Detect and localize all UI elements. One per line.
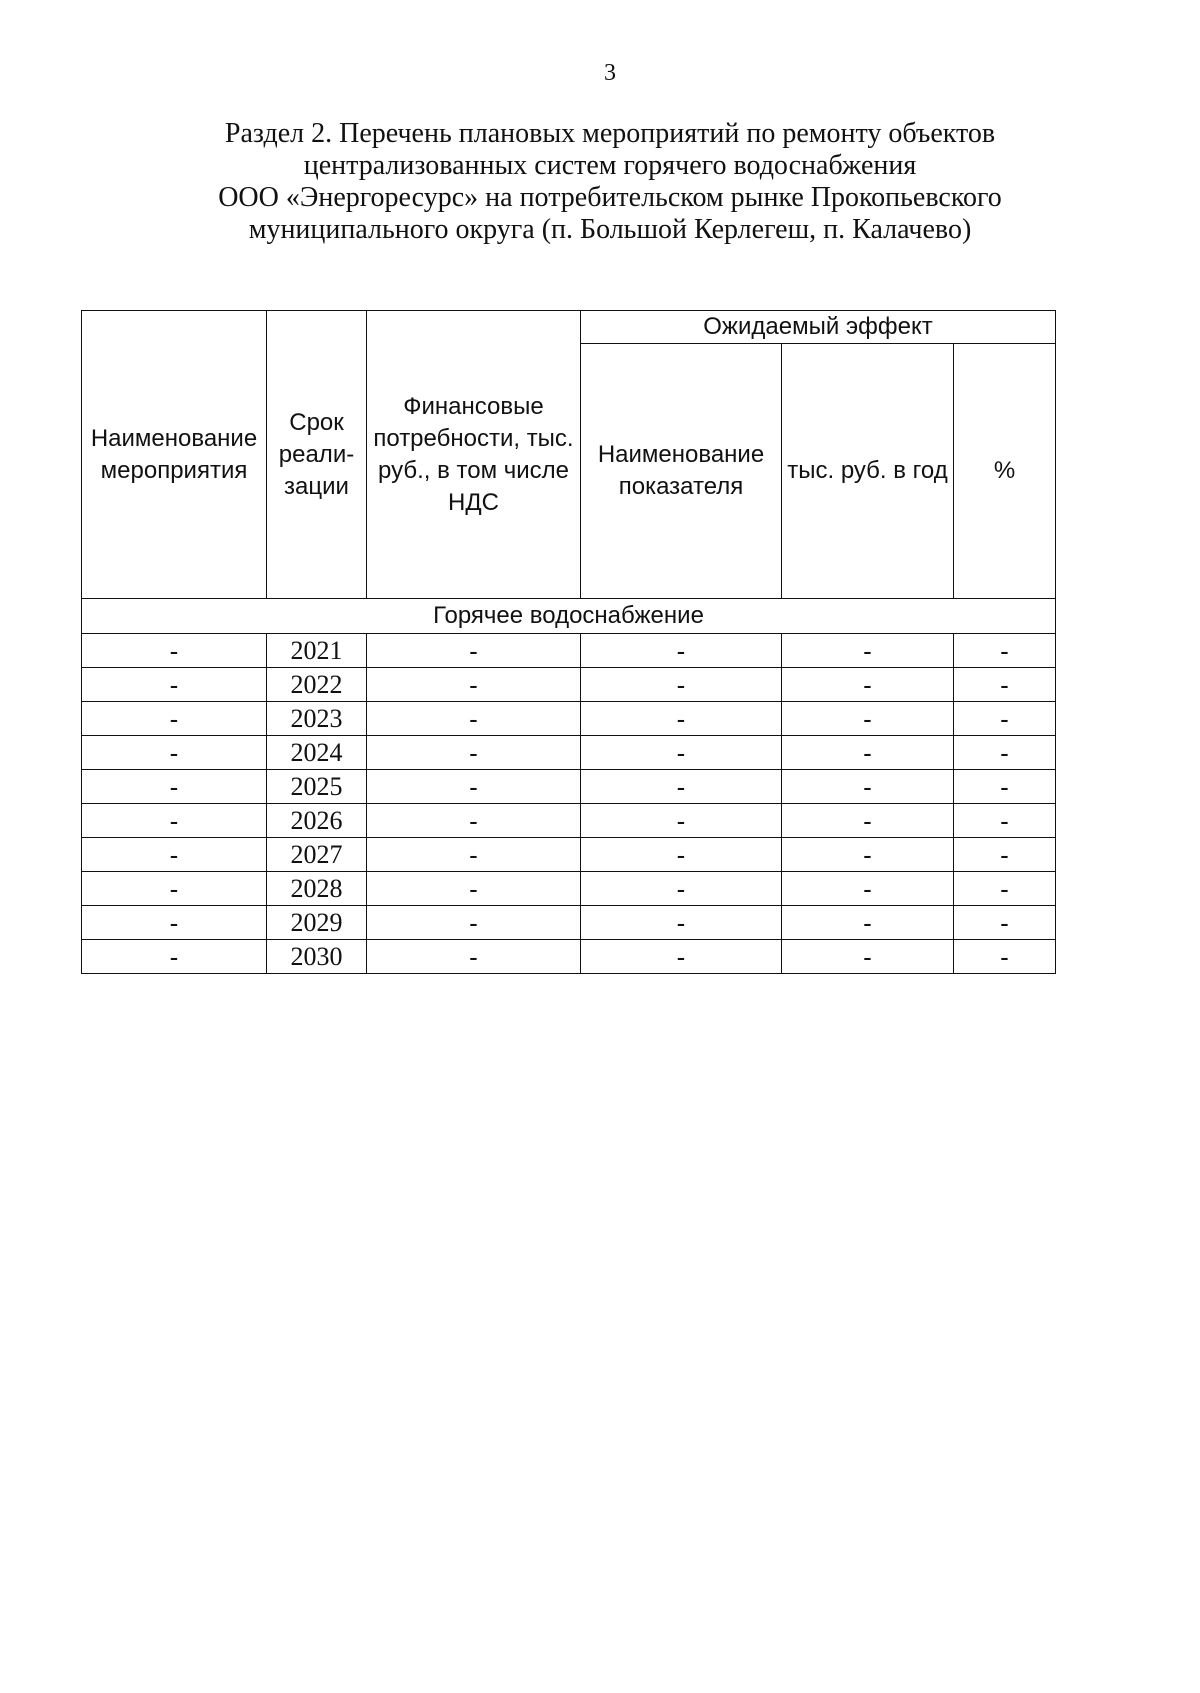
cell-financial-needs: - [367, 770, 581, 804]
cell-indicator-name: - [581, 838, 782, 872]
cell-percent: - [954, 940, 1056, 974]
cell-financial-needs: - [367, 872, 581, 906]
cell-thousand-rub-per-year: - [782, 634, 954, 668]
cell-indicator-name: - [581, 940, 782, 974]
cell-term: 2025 [267, 770, 367, 804]
cell-activity-name: - [82, 804, 267, 838]
cell-activity-name: - [82, 702, 267, 736]
table-row [82, 940, 1056, 974]
column-header-term: Срок реали- зации [267, 311, 367, 599]
cell-term: 2026 [267, 804, 367, 838]
section-row-hot-water: Горячее водоснабжение [82, 599, 1056, 634]
cell-term: 2023 [267, 702, 367, 736]
cell-activity-name: - [82, 940, 267, 974]
table-row [82, 736, 1056, 770]
table-row [82, 668, 1056, 702]
cell-percent: - [954, 736, 1056, 770]
cell-percent: - [954, 770, 1056, 804]
cell-term: 2027 [267, 838, 367, 872]
cell-financial-needs: - [367, 906, 581, 940]
table-row [82, 770, 1056, 804]
cell-activity-name: - [82, 736, 267, 770]
cell-percent: - [954, 838, 1056, 872]
page-number: 3 [604, 60, 616, 86]
cell-thousand-rub-per-year: - [782, 838, 954, 872]
table-row [82, 906, 1056, 940]
table-row [82, 838, 1056, 872]
cell-thousand-rub-per-year: - [782, 804, 954, 838]
cell-activity-name: - [82, 906, 267, 940]
cell-financial-needs: - [367, 804, 581, 838]
cell-term: 2024 [267, 736, 367, 770]
cell-indicator-name: - [581, 770, 782, 804]
table-row [82, 634, 1056, 668]
cell-financial-needs: - [367, 940, 581, 974]
title-line: ООО «Энергоресурс» на потребительском рынке Прокопьевского [218, 182, 1002, 213]
cell-term: 2021 [267, 634, 367, 668]
cell-indicator-name: - [581, 804, 782, 838]
cell-term: 2029 [267, 906, 367, 940]
cell-indicator-name: - [581, 702, 782, 736]
table-row [82, 872, 1056, 906]
cell-percent: - [954, 702, 1056, 736]
cell-term: 2030 [267, 940, 367, 974]
cell-thousand-rub-per-year: - [782, 702, 954, 736]
table-row [82, 702, 1056, 736]
title-line: Раздел 2. Перечень плановых мероприятий по ремонту объектов [224, 118, 996, 149]
cell-term: 2028 [267, 872, 367, 906]
cell-thousand-rub-per-year: - [782, 668, 954, 702]
column-group-expected-effect: Ожидаемый эффект [581, 311, 1056, 344]
cell-thousand-rub-per-year: - [782, 906, 954, 940]
cell-activity-name: - [82, 838, 267, 872]
activities-table [81, 310, 1056, 974]
cell-activity-name: - [82, 668, 267, 702]
cell-thousand-rub-per-year: - [782, 770, 954, 804]
column-header-indicator-name: Наименование показателя [581, 344, 782, 599]
table-row [82, 804, 1056, 838]
cell-indicator-name: - [581, 634, 782, 668]
cell-percent: - [954, 668, 1056, 702]
cell-thousand-rub-per-year: - [782, 940, 954, 974]
column-header-activity-name: Наименование мероприятия [82, 311, 267, 599]
cell-financial-needs: - [367, 634, 581, 668]
cell-activity-name: - [82, 872, 267, 906]
cell-thousand-rub-per-year: - [782, 872, 954, 906]
cell-percent: - [954, 804, 1056, 838]
cell-thousand-rub-per-year: - [782, 736, 954, 770]
cell-financial-needs: - [367, 736, 581, 770]
cell-activity-name: - [82, 770, 267, 804]
cell-indicator-name: - [581, 736, 782, 770]
title-line: централизованных систем горячего водоснабжения [303, 150, 917, 181]
title-line: муниципального округа (п. Большой Керлегеш, п. Калачево) [248, 214, 972, 245]
cell-financial-needs: - [367, 668, 581, 702]
cell-indicator-name: - [581, 906, 782, 940]
cell-percent: - [954, 906, 1056, 940]
cell-percent: - [954, 634, 1056, 668]
section-title [150, 118, 1070, 246]
column-header-thousand-rub-per-year: тыс. руб. в год [782, 344, 954, 599]
cell-indicator-name: - [581, 872, 782, 906]
cell-percent: - [954, 872, 1056, 906]
cell-financial-needs: - [367, 702, 581, 736]
cell-indicator-name: - [581, 668, 782, 702]
cell-financial-needs: - [367, 838, 581, 872]
cell-term: 2022 [267, 668, 367, 702]
column-header-percent: % [954, 344, 1056, 599]
column-header-financial-needs: Финансовые потребности, тыс. руб., в том числе НДС [367, 311, 581, 599]
cell-activity-name: - [82, 634, 267, 668]
